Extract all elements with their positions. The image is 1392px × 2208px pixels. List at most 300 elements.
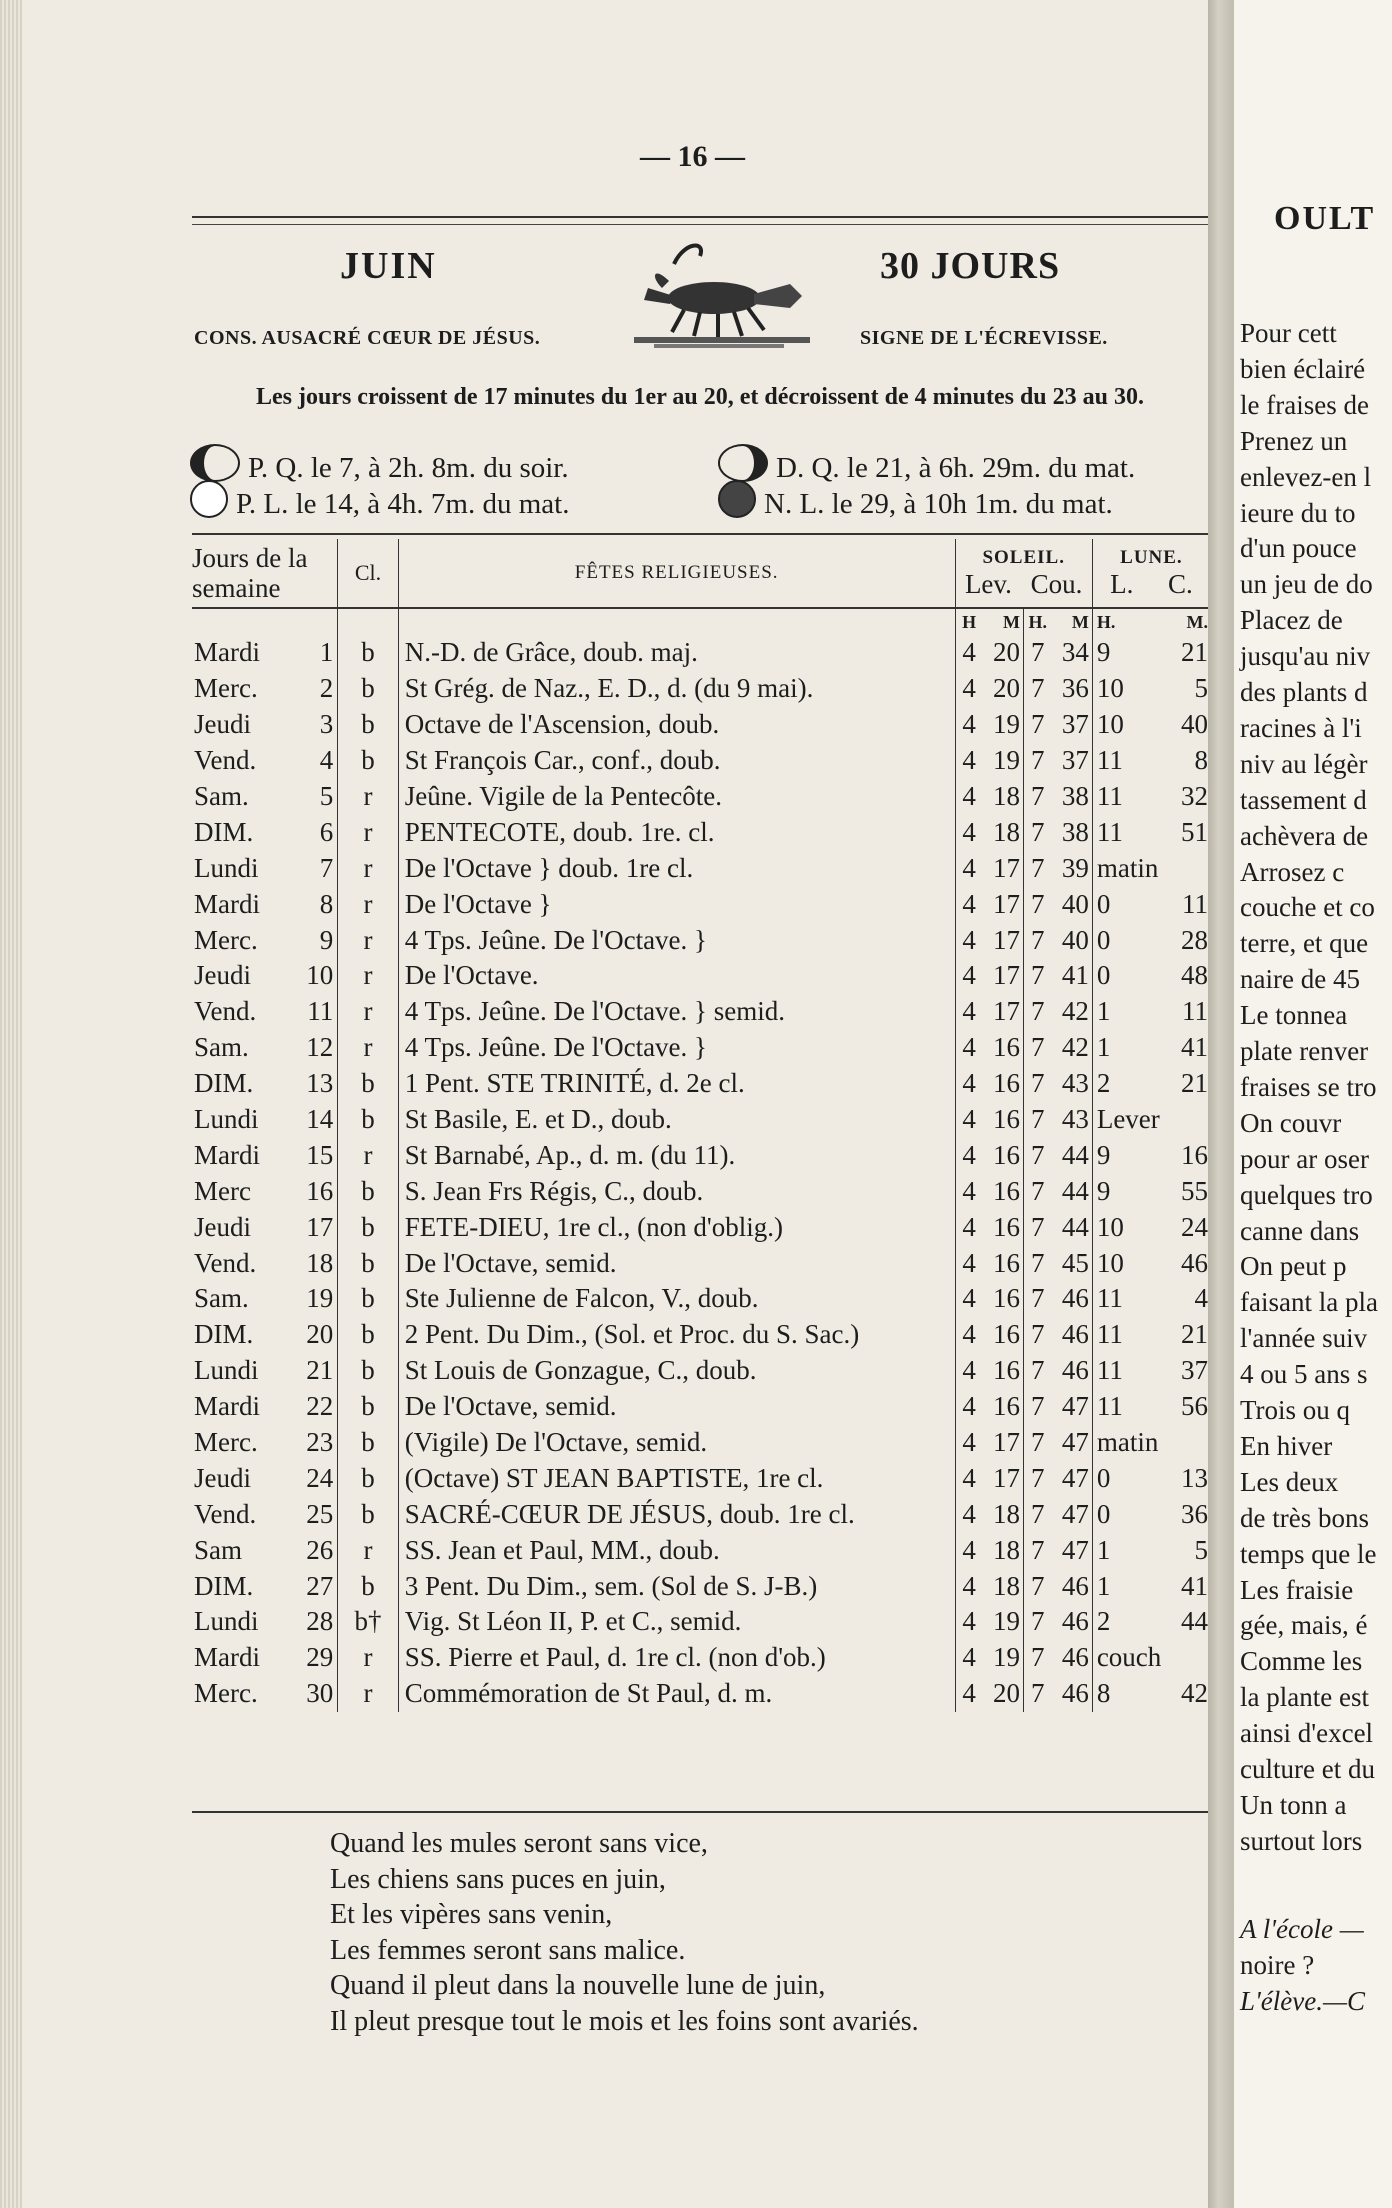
cell-fete: SS. Pierre et Paul, d. 1re cl. (non d'ob.): [398, 1640, 955, 1676]
table-row: [192, 1425, 1210, 1461]
cell-cm: 42: [1052, 994, 1093, 1030]
cell-ch: 7: [1031, 1104, 1045, 1135]
table-row: [192, 1460, 1210, 1496]
cell-num: 20: [298, 1317, 338, 1353]
cell-lh: 11: [1096, 1391, 1123, 1422]
cell-cm: 39: [1052, 850, 1093, 886]
cell-lh: 0: [1096, 960, 1111, 991]
cell-cl: r: [338, 1030, 398, 1066]
cell-sm: 17: [983, 886, 1024, 922]
cell-sm: 16: [983, 1173, 1024, 1209]
cell-ch: 7: [1031, 1642, 1045, 1673]
right-page-line: canne dans: [1240, 1215, 1360, 1246]
cell-ch: 7: [1031, 1319, 1045, 1350]
right-page-line: Comme les: [1240, 1646, 1363, 1677]
cell-cl: r: [338, 922, 398, 958]
right-page-line: terre, et que: [1240, 928, 1369, 959]
table-row: [192, 1389, 1210, 1425]
cell-num: 14: [298, 1102, 338, 1138]
cell-sm: 17: [983, 1425, 1024, 1461]
cell-day: DIM.: [194, 816, 254, 847]
right-page-line: Pour cett: [1240, 318, 1337, 348]
cell-sh: 4: [962, 1498, 976, 1529]
cell-day: Merc.: [194, 1678, 258, 1709]
unit-label: H: [962, 612, 977, 632]
cell-sh: 4: [962, 1534, 976, 1565]
cell-day: Lundi: [194, 1606, 259, 1637]
cell-ch: 7: [1031, 637, 1045, 668]
cell-ch: 7: [1031, 1068, 1045, 1099]
page-number: — 16 —: [640, 140, 745, 173]
table-row: [192, 814, 1210, 850]
cell-lm: 5: [1194, 673, 1208, 704]
cell-lm: 55: [1181, 1175, 1208, 1206]
cell-ch: 7: [1031, 1427, 1045, 1458]
cell-sm: 18: [983, 1532, 1024, 1568]
cell-day: Vend.: [194, 996, 257, 1027]
right-page-line: culture et du: [1240, 1754, 1375, 1784]
cell-fete: 4 Tps. Jeûne. De l'Octave. }: [398, 1030, 955, 1066]
cell-lh: couch: [1096, 1642, 1162, 1673]
cell-fete: SS. Jean et Paul, MM., doub.: [398, 1532, 955, 1568]
right-page-line: naire de 45: [1240, 964, 1360, 995]
cell-num: 6: [298, 814, 338, 850]
cell-sh: 4: [962, 816, 976, 847]
table-row: [192, 1353, 1210, 1389]
right-page-line: surtout lors: [1240, 1825, 1363, 1856]
right-page-line: faisant la pla: [1240, 1287, 1378, 1318]
crayfish-icon: [614, 236, 814, 366]
right-page-line: Le tonnea: [1240, 1000, 1348, 1031]
cell-cl: r: [338, 1640, 398, 1676]
table-row: [192, 1532, 1210, 1568]
right-page-line: un jeu de do: [1240, 569, 1373, 600]
cell-fete: Vig. St Léon II, P. et C., semid.: [398, 1604, 955, 1640]
cell-lh: 9: [1096, 1139, 1111, 1170]
right-page-line: 4 ou 5 ans s: [1240, 1359, 1368, 1390]
cell-sh: 4: [962, 673, 976, 704]
cell-ch: 7: [1031, 1175, 1045, 1206]
cell-lh: 9: [1096, 637, 1111, 668]
cell-fete: Octave de l'Ascension, doub.: [398, 707, 955, 743]
cell-cm: 45: [1052, 1245, 1093, 1281]
cell-sm: 16: [983, 1030, 1024, 1066]
cell-num: 7: [298, 850, 338, 886]
new-moon-icon: [718, 480, 756, 518]
cell-day: Mardi: [194, 637, 260, 668]
cell-cl: b: [338, 1066, 398, 1102]
cell-cl: r: [338, 958, 398, 994]
cell-day: Sam.: [194, 781, 249, 811]
cell-cl: b: [338, 671, 398, 707]
cell-lm: 4: [1194, 1283, 1208, 1314]
cell-sm: 18: [983, 1568, 1024, 1604]
table-row: [192, 1496, 1210, 1532]
cell-cm: 37: [1052, 707, 1093, 743]
book-gutter: [1208, 0, 1234, 2208]
cell-lm: [1163, 850, 1210, 886]
table-row: [192, 1173, 1210, 1209]
cell-lm: 21: [1181, 637, 1208, 668]
cell-lh: Lever: [1096, 1104, 1160, 1135]
cell-fete: 4 Tps. Jeûne. De l'Octave. } semid.: [398, 994, 955, 1030]
cell-cl: r: [338, 994, 398, 1030]
right-page-line: d'un pouce: [1240, 533, 1357, 564]
first-quarter-icon: [190, 444, 240, 482]
header-rule-thin: [192, 224, 1210, 225]
cell-cm: 46: [1052, 1281, 1093, 1317]
cell-sm: 19: [983, 707, 1024, 743]
right-page-line: On couvr: [1240, 1107, 1342, 1138]
cell-cm: 47: [1052, 1496, 1093, 1532]
cell-day: Mardi: [194, 1642, 260, 1673]
cell-sh: 4: [962, 1175, 976, 1206]
cell-ch: 7: [1031, 1498, 1045, 1529]
cell-sh: 4: [962, 1104, 976, 1135]
right-page-line: enlevez-en l: [1240, 461, 1372, 492]
cell-ch: 7: [1031, 745, 1045, 776]
cell-lm: 41: [1181, 1570, 1208, 1601]
cell-sm: 19: [983, 1640, 1024, 1676]
cell-sh: 4: [962, 1032, 976, 1063]
table-row: [192, 1245, 1210, 1281]
cell-sh: 4: [962, 960, 976, 991]
cell-day: Sam: [194, 1534, 243, 1565]
cell-num: 5: [298, 779, 338, 815]
right-page-footer-line: A l'école —: [1240, 1914, 1364, 1944]
right-page-line: Les fraisie: [1240, 1574, 1354, 1605]
cell-cl: b: [338, 1353, 398, 1389]
table-top-rule: [192, 533, 1210, 535]
proverb-line: Quand les mules seront sans vice,: [330, 1828, 708, 1859]
proverb-line: Quand il pleut dans la nouvelle lune de juin,: [330, 1970, 826, 2001]
zodiac-sign-label: SIGNE DE L'ÉCREVISSE.: [860, 327, 1108, 349]
cell-lm: 16: [1181, 1139, 1208, 1170]
cell-sm: 17: [983, 850, 1024, 886]
right-page-line: achèvera de: [1240, 820, 1369, 851]
cell-cl: r: [338, 779, 398, 815]
cell-sh: 4: [962, 1319, 976, 1350]
cell-lh: 1: [1096, 1534, 1111, 1565]
right-page-line: tassement d: [1240, 784, 1367, 815]
cell-lm: 36: [1181, 1498, 1208, 1529]
moon-phase-full: P. L. le 14, à 4h. 7m. du mat.: [190, 480, 569, 521]
cell-sh: 4: [962, 1139, 976, 1170]
cell-cm: 43: [1052, 1066, 1093, 1102]
cell-fete: N.-D. de Grâce, doub. maj.: [398, 635, 955, 671]
cell-fete: St François Car., conf., doub.: [398, 743, 955, 779]
cell-num: 11: [298, 994, 338, 1030]
cell-lm: 46: [1181, 1247, 1208, 1278]
cell-lh: 11: [1096, 745, 1123, 776]
cell-lh: 9: [1096, 1175, 1111, 1206]
cell-cl: b: [338, 1425, 398, 1461]
cell-cm: 34: [1052, 635, 1093, 671]
right-page-line: Trois ou q: [1240, 1395, 1351, 1425]
cell-cl: b: [338, 1245, 398, 1281]
cell-num: 1: [298, 635, 338, 671]
cell-num: 30: [298, 1676, 338, 1712]
cell-ch: 7: [1031, 1534, 1045, 1565]
cell-lm: 51: [1181, 816, 1208, 847]
table-row: [192, 1137, 1210, 1173]
table-row: [192, 1604, 1210, 1640]
cell-ch: 7: [1031, 924, 1045, 955]
cell-num: 3: [298, 707, 338, 743]
cell-sh: 4: [962, 1427, 976, 1458]
cell-lh: 0: [1096, 1462, 1111, 1493]
table-row: [192, 886, 1210, 922]
cell-lm: 5: [1194, 1534, 1208, 1565]
cell-lh: 1: [1096, 1570, 1111, 1601]
cell-num: 18: [298, 1245, 338, 1281]
cell-day: Lundi: [194, 1104, 259, 1135]
cell-sm: 20: [983, 1676, 1024, 1712]
cell-cl: b: [338, 1460, 398, 1496]
cell-ch: 7: [1031, 1283, 1045, 1314]
cell-lh: matin: [1096, 852, 1159, 883]
table-row: [192, 707, 1210, 743]
units-row: [192, 608, 1210, 635]
cell-sh: 4: [962, 709, 976, 740]
right-page-footer-line: L'élève.—C: [1240, 1986, 1365, 2016]
right-page-line: jusqu'au niv: [1240, 641, 1371, 672]
cell-cm: 47: [1052, 1460, 1093, 1496]
cell-sh: 4: [962, 1570, 976, 1601]
cell-num: 9: [298, 922, 338, 958]
right-page-line: quelques tro: [1240, 1179, 1373, 1210]
daylight-note: Les jours croissent de 17 minutes du 1er au 20, et décroissent de 4 minutes du 23 au 30.: [255, 384, 1145, 410]
cell-lm: 24: [1181, 1211, 1208, 1242]
cell-sm: 17: [983, 958, 1024, 994]
right-page-line: racines à l'i: [1240, 712, 1362, 743]
cell-fete: St Louis de Gonzague, C., doub.: [398, 1353, 955, 1389]
cell-num: 23: [298, 1425, 338, 1461]
cell-cm: 41: [1052, 958, 1093, 994]
cell-lh: 8: [1096, 1678, 1111, 1709]
right-page-line: plate renver: [1240, 1036, 1369, 1066]
cell-sh: 4: [962, 1355, 976, 1386]
lune-label: LUNE.: [1120, 546, 1183, 568]
cell-cl: r: [338, 850, 398, 886]
cell-lh: 10: [1096, 709, 1124, 740]
cell-ch: 7: [1031, 1570, 1045, 1601]
table-row: [192, 779, 1210, 815]
cell-lm: 56: [1181, 1391, 1208, 1422]
moon-phase-first-quarter: P. Q. le 7, à 2h. 8m. du soir.: [190, 444, 569, 485]
cell-cm: 38: [1052, 814, 1093, 850]
cell-num: 17: [298, 1209, 338, 1245]
cell-lh: 0: [1096, 1498, 1111, 1529]
right-page-line: des plants d: [1240, 677, 1368, 707]
cell-cm: 37: [1052, 743, 1093, 779]
cell-cl: b: [338, 1568, 398, 1604]
cell-lm: [1163, 1640, 1210, 1676]
cell-day: Vend.: [194, 745, 257, 776]
cell-day: Vend.: [194, 1247, 257, 1278]
lune-header: [1092, 539, 1210, 608]
cell-num: 28: [298, 1604, 338, 1640]
cell-day: Mardi: [194, 1391, 260, 1422]
cell-cm: 43: [1052, 1102, 1093, 1138]
table-row: [192, 743, 1210, 779]
cell-day: Lundi: [194, 852, 259, 883]
cell-day: Vend.: [194, 1498, 257, 1529]
cell-sm: 16: [983, 1102, 1024, 1138]
cell-sm: 16: [983, 1317, 1024, 1353]
right-page-line: Les deux: [1240, 1466, 1339, 1497]
cell-day: Mardi: [194, 888, 260, 919]
cell-lm: 8: [1194, 745, 1208, 776]
cell-day: Sam.: [194, 1032, 249, 1063]
proverb: [330, 1826, 919, 2039]
cell-lh: 10: [1096, 673, 1124, 704]
table-row: [192, 1640, 1210, 1676]
cell-lh: 11: [1096, 1319, 1123, 1350]
last-quarter-icon: [718, 444, 768, 482]
cell-lm: 13: [1181, 1462, 1208, 1493]
cell-sh: 4: [962, 888, 976, 919]
cell-ch: 7: [1031, 888, 1045, 919]
cell-cl: b: [338, 1389, 398, 1425]
cell-day: Jeudi: [194, 1462, 251, 1493]
cell-num: 2: [298, 671, 338, 707]
cell-num: 15: [298, 1137, 338, 1173]
days-count: 30 JOURS: [880, 245, 1061, 287]
unit-label: M.: [1186, 612, 1208, 632]
cell-ch: 7: [1031, 673, 1045, 704]
table-row: [192, 922, 1210, 958]
days-header: Jours de la semaine: [192, 539, 338, 608]
cell-sm: 17: [983, 994, 1024, 1030]
table-row: [192, 958, 1210, 994]
cell-ch: 7: [1031, 1462, 1045, 1493]
cell-cm: 46: [1052, 1353, 1093, 1389]
table-row: [192, 1281, 1210, 1317]
cell-fete: PENTECOTE, doub. 1re. cl.: [398, 814, 955, 850]
right-page-line: fraises se tro: [1240, 1071, 1377, 1102]
cell-ch: 7: [1031, 1606, 1045, 1637]
cell-fete: S. Jean Frs Régis, C., doub.: [398, 1173, 955, 1209]
cell-num: 24: [298, 1460, 338, 1496]
table-row: [192, 1102, 1210, 1138]
cell-sh: 4: [962, 1642, 976, 1673]
cell-num: 8: [298, 886, 338, 922]
proverb-line: Les chiens sans puces en juin,: [330, 1863, 666, 1895]
cell-ch: 7: [1031, 852, 1045, 883]
cell-cm: 44: [1052, 1173, 1093, 1209]
cell-sm: 18: [983, 814, 1024, 850]
cell-fete: Jeûne. Vigile de la Pentecôte.: [398, 779, 955, 815]
cell-fete: 3 Pent. Du Dim., sem. (Sol de S. J-B.): [398, 1568, 955, 1604]
cell-sm: 16: [983, 1209, 1024, 1245]
coucher-label: Cou.: [1030, 568, 1083, 599]
right-page-line: couche et co: [1240, 892, 1375, 923]
right-page-line: Arrosez c: [1240, 856, 1345, 887]
cell-lm: 11: [1182, 996, 1208, 1027]
cell-cl: b: [338, 1173, 398, 1209]
table-row: [192, 1317, 1210, 1353]
cell-fete: 4 Tps. Jeûne. De l'Octave. }: [398, 922, 955, 958]
cell-lh: 10: [1096, 1247, 1124, 1278]
cell-lh: 1: [1096, 996, 1111, 1027]
cell-cm: 36: [1052, 671, 1093, 707]
table-row: [192, 850, 1210, 886]
cell-sh: 4: [962, 1283, 976, 1314]
cell-fete: De l'Octave }: [398, 886, 955, 922]
unit-label: H.: [1096, 612, 1116, 632]
cell-lh: 1: [1096, 1032, 1111, 1063]
lever-label: Lev.: [964, 568, 1012, 599]
cell-cm: 44: [1052, 1137, 1093, 1173]
cell-cm: 46: [1052, 1317, 1093, 1353]
cell-cl: b: [338, 1209, 398, 1245]
cell-ch: 7: [1031, 1032, 1045, 1063]
lune-coucher-label: C.: [1167, 568, 1193, 599]
cell-num: 12: [298, 1030, 338, 1066]
proverb-line: Et les vipères sans venin,: [330, 1899, 613, 1930]
right-page-line: pour ar oser: [1240, 1143, 1369, 1174]
cell-ch: 7: [1031, 781, 1045, 811]
right-page-line: On peut p: [1240, 1251, 1347, 1282]
cell-lh: 0: [1096, 924, 1111, 955]
cell-lh: 10: [1096, 1211, 1124, 1242]
cell-ch: 7: [1031, 960, 1045, 991]
cell-fete: Ste Julienne de Falcon, V., doub.: [398, 1281, 955, 1317]
right-page-line: Placez de: [1240, 605, 1343, 636]
cell-fete: De l'Octave } doub. 1re cl.: [398, 850, 955, 886]
cell-cm: 46: [1052, 1676, 1093, 1712]
cell-cm: 46: [1052, 1604, 1093, 1640]
cell-lh: 0: [1096, 888, 1111, 919]
proverb-line: Les femmes seront sans malice.: [330, 1934, 686, 1966]
cell-day: DIM.: [194, 1570, 254, 1601]
cell-sh: 4: [962, 1606, 976, 1637]
soleil-label: SOLEIL.: [982, 546, 1065, 568]
cell-sm: 17: [983, 922, 1024, 958]
cell-fete: (Octave) ST JEAN BAPTISTE, 1re cl.: [398, 1460, 955, 1496]
cell-lm: 32: [1181, 781, 1208, 811]
cell-num: 13: [298, 1066, 338, 1102]
right-page-footer-line: noire ?: [1240, 1950, 1315, 1980]
cell-ch: 7: [1031, 816, 1045, 847]
cell-num: 29: [298, 1640, 338, 1676]
cell-lm: 44: [1181, 1606, 1208, 1637]
right-page-line: de très bons: [1240, 1502, 1369, 1533]
table-row: [192, 994, 1210, 1030]
cell-lm: 40: [1181, 709, 1208, 740]
cell-sh: 4: [962, 996, 976, 1027]
cell-lm: 21: [1181, 1068, 1208, 1099]
cell-lm: 41: [1181, 1032, 1208, 1063]
cell-sm: 19: [983, 743, 1024, 779]
month-title: JUIN: [340, 245, 437, 287]
cell-cm: 40: [1052, 922, 1093, 958]
cell-sh: 4: [962, 745, 976, 776]
right-page-line: bien éclairé: [1240, 353, 1366, 384]
cell-day: Merc.: [194, 1427, 258, 1458]
cell-day: DIM.: [194, 1068, 254, 1099]
proverb-line: Il pleut presque tout le mois et les foins sont avariés.: [330, 2005, 919, 2037]
cell-sh: 4: [962, 1211, 976, 1242]
cell-cm: 47: [1052, 1425, 1093, 1461]
cell-sh: 4: [962, 852, 976, 883]
cell-cl: b: [338, 1102, 398, 1138]
cell-lm: 21: [1181, 1319, 1208, 1350]
cell-day: Jeudi: [194, 1211, 251, 1242]
cell-cl: b: [338, 635, 398, 671]
right-page-line: la plante est: [1240, 1682, 1369, 1713]
